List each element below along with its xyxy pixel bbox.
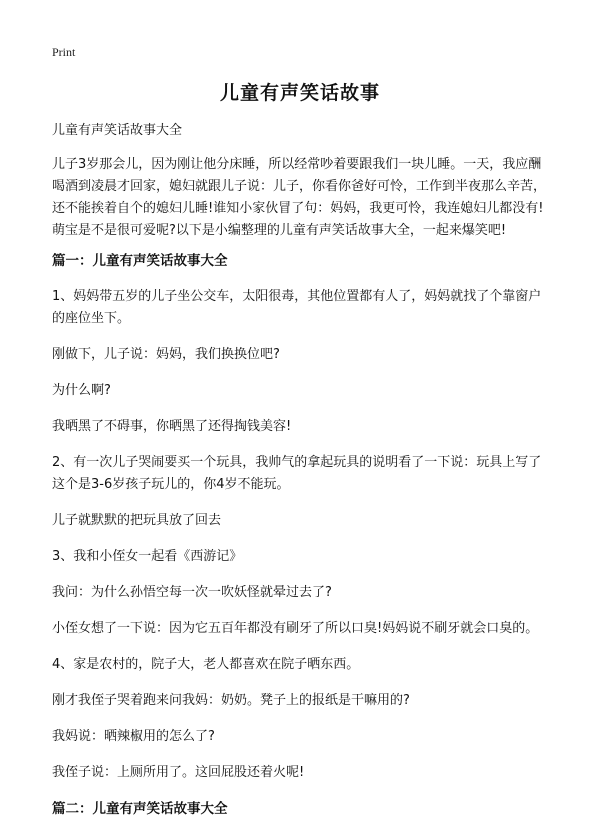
- joke-paragraph: 2、有一次儿子哭闹要买一个玩具，我帅气的拿起玩具的说明看了一下说：玩具上写了这个是3-6岁孩子玩儿的，你4岁不能玩。: [52, 455, 542, 492]
- page-title: 儿童有声笑话故事: [219, 82, 380, 104]
- intro-paragraph: 儿子3岁那会儿，因为刚让他分床睡，所以经常吵着要跟我们一块儿睡。一天，我应酬喝酒到凌晨才回家，媳妇就跟儿子说：儿子，你看你爸好可怜，工作到半夜那么辛苦，还不能挨着自个的媳妇儿睡!谁知小家伙冒了句：妈妈，我更可怜，我连媳妇儿都没有!萌宝是不是很可爱呢?以下是小编整理的儿童有声笑话故事大全，一起来爆笑吧!: [52, 157, 547, 238]
- joke-paragraph: 刚做下，儿子说：妈妈，我们换换位吧?: [52, 347, 280, 362]
- section-heading-2: 篇二：儿童有声笑话故事大全: [52, 801, 228, 817]
- joke-paragraph: 我侄子说：上厕所用了。这回屁股还着火呢!: [52, 765, 305, 780]
- joke-paragraph: 我问：为什么孙悟空每一次一吹妖怪就晕过去了?: [52, 585, 332, 600]
- joke-paragraph: 刚才我侄子哭着跑来问我妈：奶奶。凳子上的报纸是干嘛用的?: [52, 693, 410, 708]
- joke-paragraph: 我晒黑了不碍事，你晒黑了还得掏钱美容!: [52, 419, 292, 434]
- joke-paragraph: 小侄女想了一下说：因为它五百年都没有刷牙了所以口臭!妈妈说不刷牙就会口臭的。: [52, 621, 539, 636]
- document-subtitle: 儿童有声笑话故事大全: [52, 123, 183, 138]
- document-body: [52, 120, 552, 834]
- joke-paragraph: 儿子就默默的把玩具放了回去: [52, 513, 222, 528]
- joke-paragraph: 我妈说：晒辣椒用的怎么了?: [52, 729, 215, 744]
- print-link[interactable]: Print: [52, 45, 76, 59]
- joke-paragraph: 4、家是农村的，院子大，老人都喜欢在院子晒东西。: [52, 657, 360, 672]
- joke-paragraph: 1、妈妈带五岁的儿子坐公交车，太阳很毒，其他位置都有人了，妈妈就找了个靠窗户的座位坐下。: [52, 289, 542, 326]
- joke-paragraph: 3、我和小侄女一起看《西游记》: [52, 549, 243, 564]
- section-heading-1: 篇一：儿童有声笑话故事大全: [52, 253, 228, 269]
- joke-paragraph: 为什么啊?: [52, 383, 111, 398]
